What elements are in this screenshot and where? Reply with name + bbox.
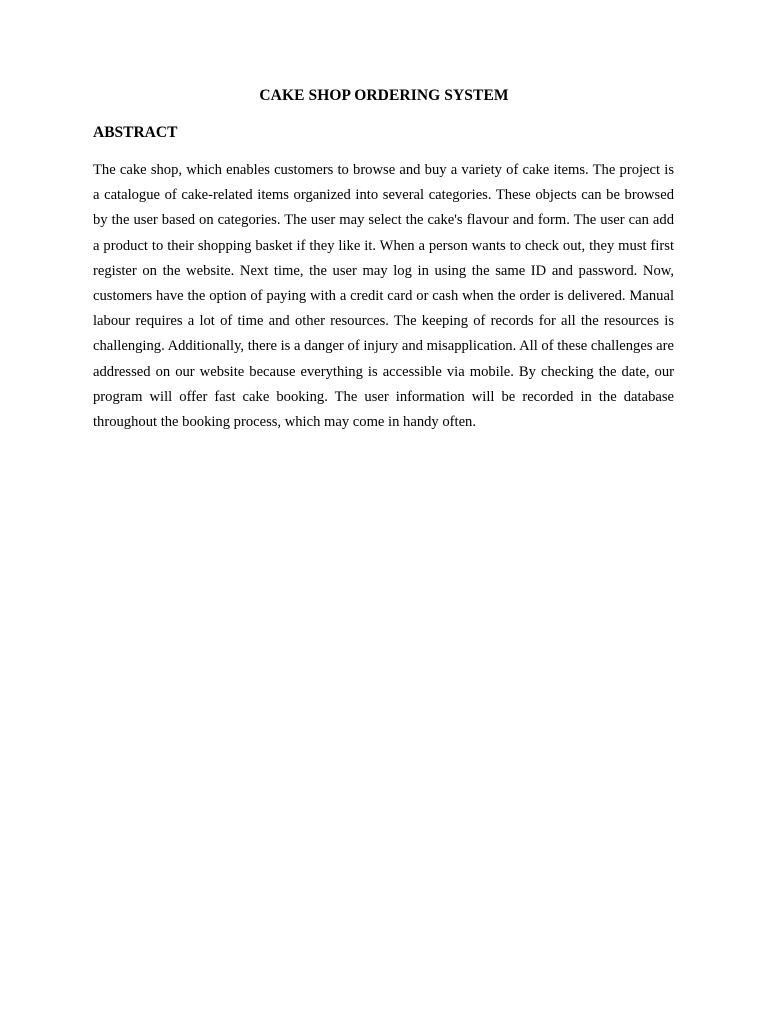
abstract-paragraph: The cake shop, which enables customers to browse and buy a variety of cake items. The project is a catalogue of cake-related items organized into several categories. These objects can be browsed by the user based on categories. The user may select the cake's flavour and form. The user can add a product to their shopping basket if they like it. When a person wants to check out, they must first register on the website. Next time, the user may log in using the same ID and password. Now, customers have the option of paying with a credit card or cash when the order is delivered. Manual labour requires a lot of time and other resources. The keeping of records for all the resources is challenging. Additionally, there is a danger of injury and misapplication. All of these challenges are addressed on our website because everything is accessible via mobile. By checking the date, our program will offer fast cake booking. The user information will be recorded in the database throughout the booking process, which may come in handy often. [93, 162, 674, 431]
section-heading-abstract: ABSTRACT [93, 124, 178, 141]
document-title: CAKE SHOP ORDERING SYSTEM [259, 87, 509, 104]
